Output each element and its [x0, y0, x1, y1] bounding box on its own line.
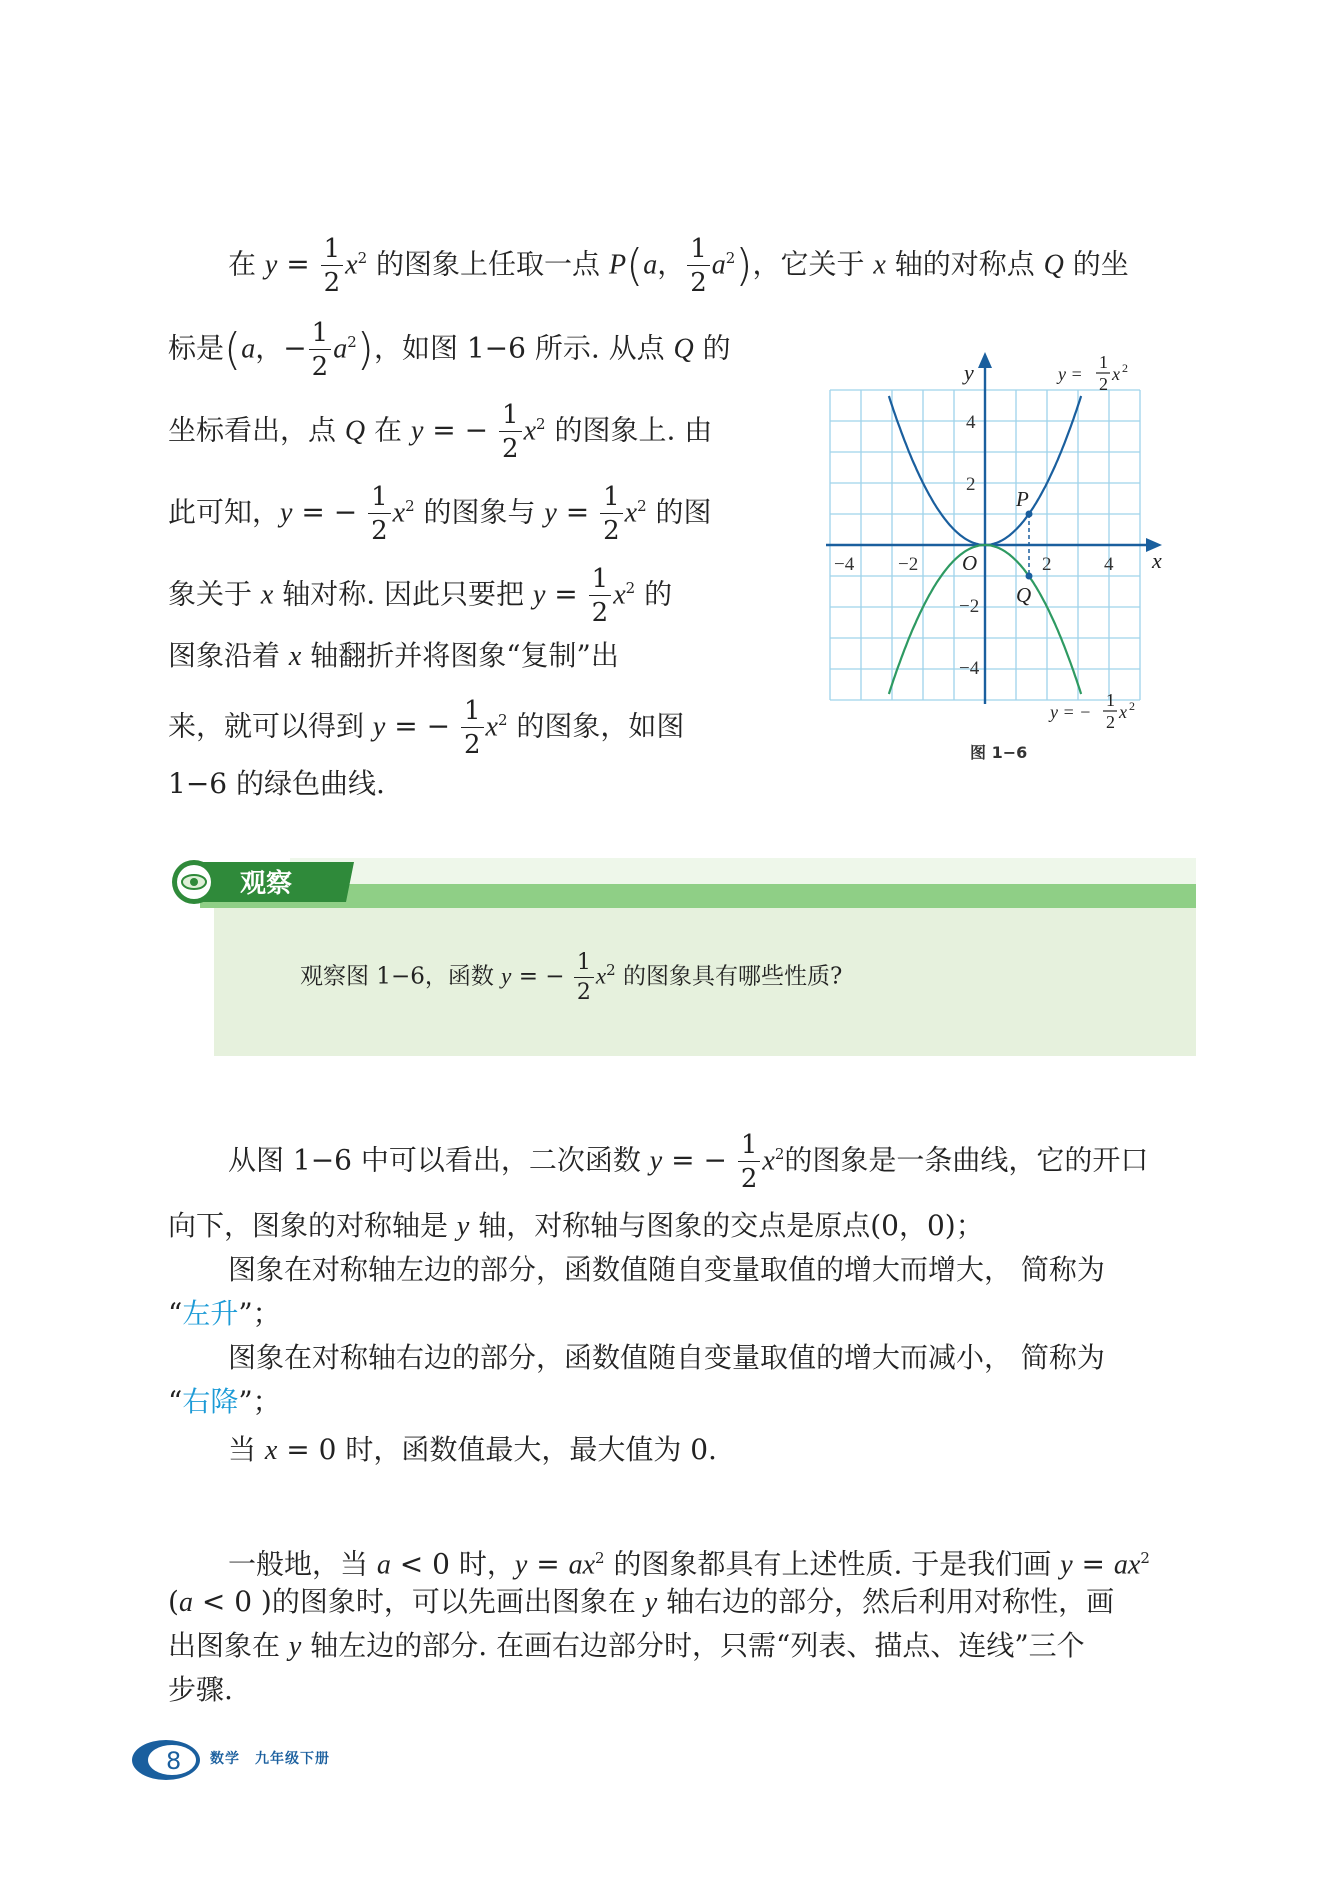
page-number-badge	[128, 1738, 200, 1782]
fraction: $\frac{1}{2}$	[499, 402, 522, 462]
fraction: $\frac{1}{2}$	[738, 1132, 761, 1192]
intro-line-8: 1−6 的绿色曲线.	[168, 767, 385, 800]
label-x-axis: x	[1152, 548, 1162, 573]
observe-tag-shape	[168, 858, 356, 904]
label-curve-lower-y: y = −	[1050, 702, 1092, 722]
highlight-right-fall: 右降	[182, 1385, 239, 1418]
label-curve-lower-frac-d: 2	[1106, 712, 1115, 732]
fraction: $\frac{1}{2}$	[321, 236, 344, 296]
body-line-2: 向下，图象的对称轴是 y 轴，对称轴与图象的交点是原点(0，0)；	[168, 1209, 984, 1242]
figure-caption: 图 1−6	[970, 743, 1028, 762]
body-line-4: “左升”；	[168, 1297, 281, 1330]
intro-line-5: 象关于 x 轴对称. 因此只要把 y = $\frac{1}{2}$ $x^2$ 的	[168, 564, 673, 628]
tick-x-neg2: −2	[898, 554, 919, 575]
label-curve-upper-sq: 2	[1122, 361, 1128, 375]
tick-x-2: 2	[1042, 554, 1052, 575]
tick-x-4: 4	[1104, 554, 1114, 575]
observe-box	[214, 908, 1196, 1056]
point-q	[1026, 573, 1033, 580]
label-origin: O	[962, 551, 978, 575]
fraction: $\frac{1}{2}$	[309, 320, 332, 380]
book-title: 数学 九年级下册	[210, 1751, 330, 1767]
observe-band-light	[290, 858, 1196, 884]
label-point-q: Q	[1016, 583, 1032, 607]
body-line-6: “右降”；	[168, 1385, 281, 1418]
general-line-4: 步骤.	[168, 1673, 233, 1706]
fraction: $\frac{1}{2}$	[461, 698, 484, 758]
highlight-left-rise: 左升	[182, 1297, 239, 1330]
body-line-7: 当 x = 0 时，函数值最大，最大值为 0.	[228, 1433, 717, 1466]
intro-line-1: 在 y = $\frac{1}{2}$ $x^2$ 的图象上任取一点 P(a， $\frac{1}{2}$ $a^2$)，它关于 x 轴的对称点 Q 的坐	[228, 234, 1129, 298]
intro-line-4: 此可知，y = − $\frac{1}{2}$ $x^2$ 的图象与 y = $\frac{1}{2}$ $x^2$ 的图	[168, 482, 712, 546]
tick-y-neg4: −4	[959, 658, 980, 679]
general-line-3: 出图象在 y 轴左边的部分. 在画右边部分时，只需“列表、描点、连线”三个	[168, 1629, 1085, 1662]
tick-x-neg4: −4	[834, 554, 855, 575]
fraction: $\frac{1}{2}$	[589, 566, 612, 626]
general-line-1: 一般地，当 a < 0 时，$y = ax^2$ 的图象都具有上述性质. 于是我们画 $y = ax^2$	[228, 1547, 1150, 1581]
label-curve-upper-x: x	[1112, 364, 1120, 384]
fraction: $\frac{1}{2}$	[368, 484, 391, 544]
fraction: $\frac{1}{2}$	[687, 236, 710, 296]
observe-question: 观察图 1−6，函数 y = − $\frac{1}{2}$ $x^2$ 的图象具有哪些性质?	[300, 949, 843, 1005]
label-point-p: P	[1016, 487, 1029, 511]
observe-tag	[168, 858, 356, 904]
tick-y-neg2: −2	[959, 596, 980, 617]
label-curve-upper-frac-n: 1	[1099, 352, 1108, 372]
body-line-5: 图象在对称轴右边的部分，函数值随自变量取值的增大而减小， 简称为	[228, 1341, 1105, 1374]
intro-line-7: 来，就可以得到 y = − $\frac{1}{2}$ $x^2$ 的图象，如图	[168, 696, 685, 760]
page-number: 8	[166, 1747, 182, 1775]
general-line-2: (a < 0 )的图象时，可以先画出图象在 y 轴右边的部分，然后利用对称性，画	[168, 1585, 1115, 1618]
intro-line-2: 标是(a，− $\frac{1}{2}$ $a^2$)，如图 1−6 所示. 从点 Q 的	[168, 318, 731, 382]
intro-line-6: 图象沿着 x 轴翻折并将图象“复制”出	[168, 639, 619, 672]
body-line-1: 从图 1−6 中可以看出，二次函数 y = − $\frac{1}{2}$ $x^2$的图象是一条曲线，它的开口	[228, 1130, 1149, 1194]
tick-y-4: 4	[966, 412, 976, 433]
fraction: $\frac{1}{2}$	[574, 952, 594, 1004]
eye-icon	[182, 875, 206, 889]
label-y-axis: y	[964, 360, 974, 385]
fraction: $\frac{1}{2}$	[600, 484, 623, 544]
y-axis-arrow	[978, 352, 992, 368]
axes	[826, 352, 1162, 704]
tick-y-2: 2	[966, 474, 976, 495]
label-curve-lower-frac-n: 1	[1106, 690, 1115, 710]
label-curve-lower-sq: 2	[1129, 699, 1135, 713]
figure-1-6	[812, 350, 1172, 770]
parabola-graph	[812, 350, 1172, 770]
body-line-3: 图象在对称轴左边的部分，函数值随自变量取值的增大而增大， 简称为	[228, 1253, 1105, 1286]
point-p	[1026, 511, 1033, 518]
label-curve-lower-x: x	[1119, 702, 1127, 722]
observe-title: 观察	[240, 869, 293, 899]
label-curve-upper-frac-d: 2	[1099, 374, 1108, 394]
label-curve-upper-y: y =	[1058, 364, 1083, 384]
intro-line-3: 坐标看出，点 Q 在 y = − $\frac{1}{2}$ $x^2$ 的图象上. 由	[168, 400, 713, 464]
